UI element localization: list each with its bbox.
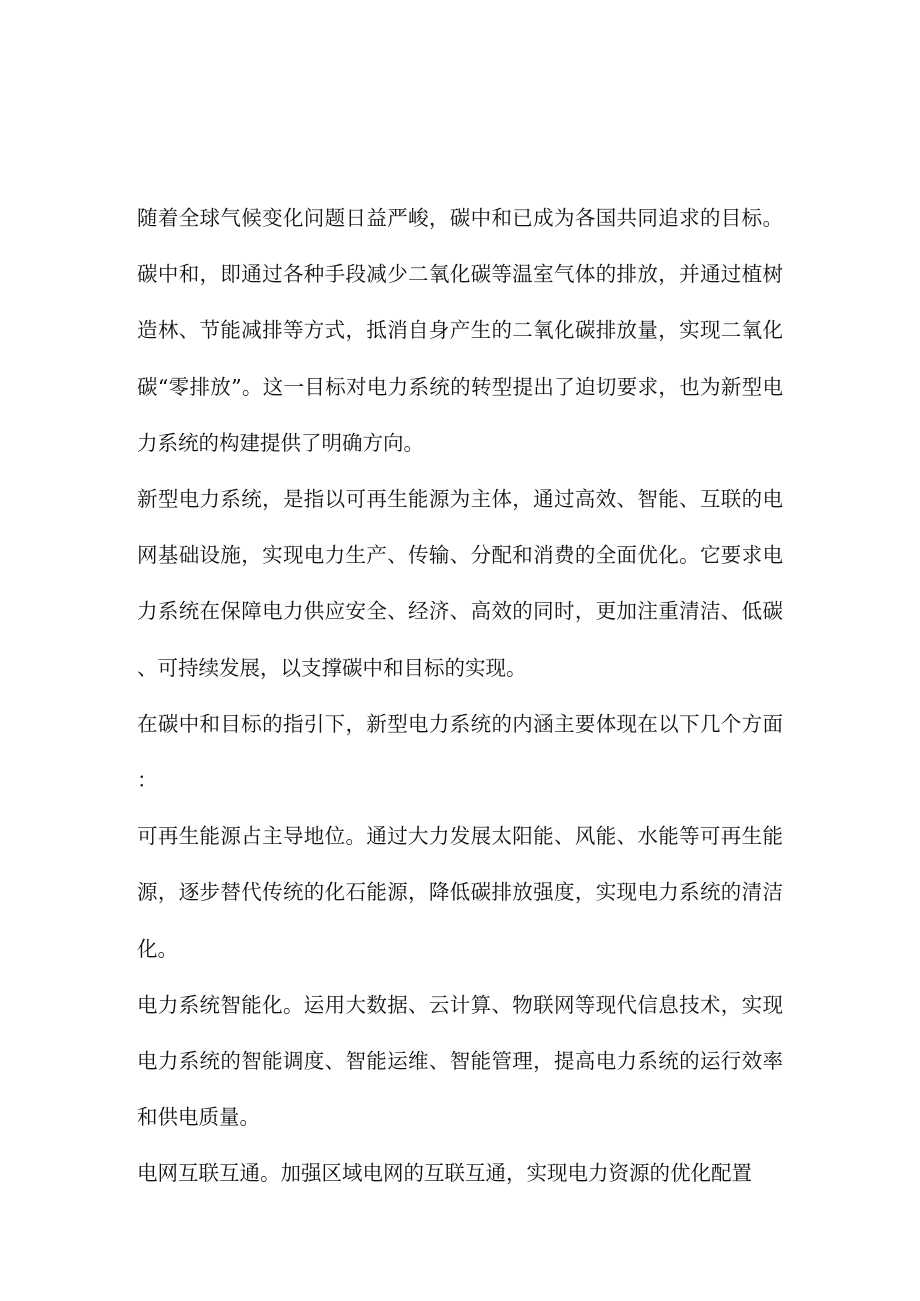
paragraph-intro: 随着全球气候变化问题日益严峻，碳中和已成为各国共同追求的目标。碳中和，即通过各种手段减少二氧化碳等温室气体的排放，并通过植树造林、节能减排等方式，抵消自身产生的二氧化碳排放量，实现二氧化碳“零排放”。这一目标对电力系统的转型提出了迫切要求，也为新型电力系统的构建提供了明确方向。	[137, 206, 783, 455]
paragraph-renewable: 可再生能源占主导地位。通过大力发展太阳能、风能、水能等可再生能源，逐步替代传统的化石能源，降低碳排放强度，实现电力系统的清洁化。	[137, 824, 783, 961]
paragraph-interconnection: 电网互联互通。加强区域电网的互联互通，实现电力资源的优化配置	[137, 1161, 752, 1186]
paragraph-intelligent: 电力系统智能化。运用大数据、云计算、物联网等现代信息技术，实现电力系统的智能调度、智能运维、智能管理，提高电力系统的运行效率和供电质量。	[137, 992, 783, 1130]
paragraph-definition: 新型电力系统，是指以可再生能源为主体，通过高效、智能、互联的电网基础设施，实现电力生产、传输、分配和消费的全面优化。它要求电力系统在保障电力供应安全、经济、高效的同时，更加注重清洁、低碳、可持续发展，以支撑碳中和目标的实现。	[137, 487, 783, 680]
document-body	[137, 190, 783, 1202]
paragraph-aspects-lead: 在碳中和目标的指引下，新型电力系统的内涵主要体现在以下几个方面：	[137, 711, 783, 793]
